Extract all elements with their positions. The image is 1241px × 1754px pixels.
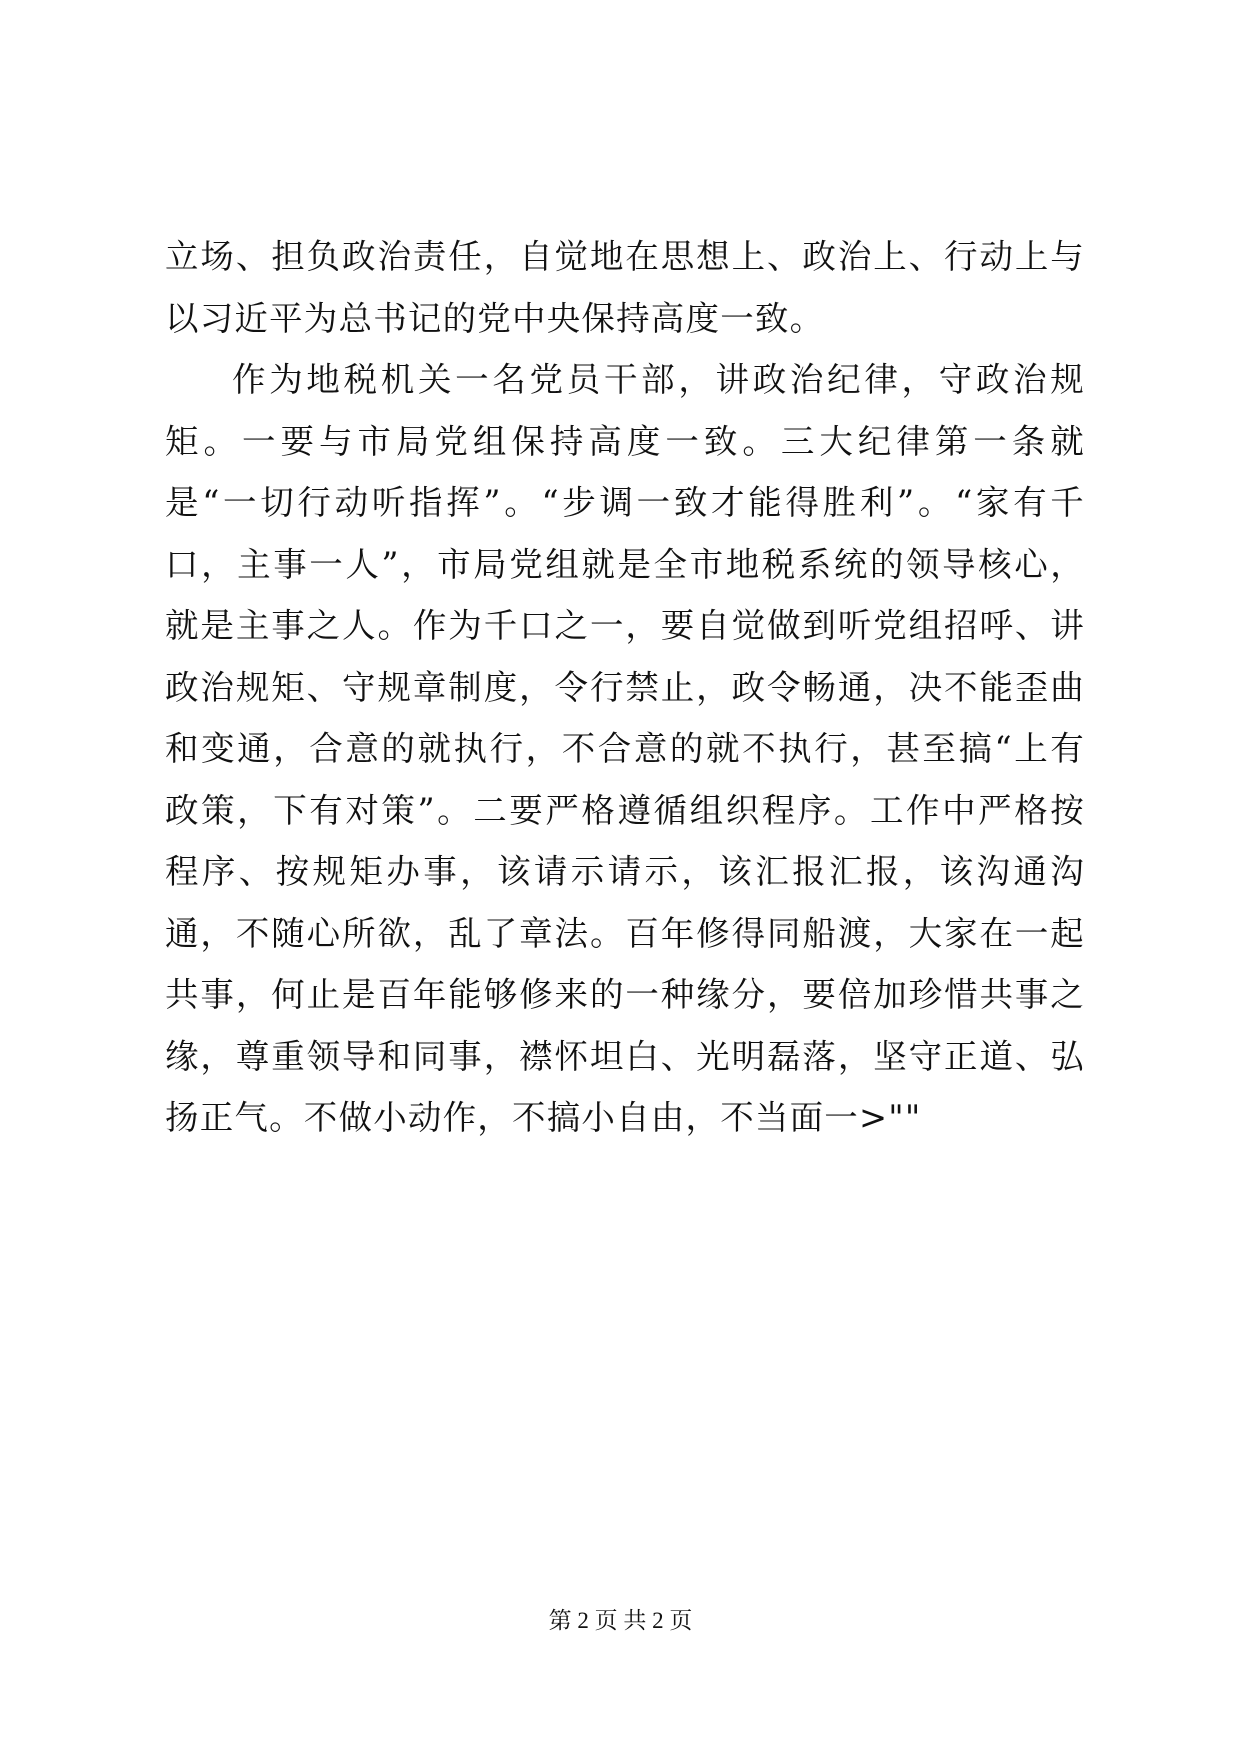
paragraph-1: 立场、担负政治责任，自觉地在思想上、政治上、行动上与以习近平为总书记的党中央保持高度一致。 [165, 237, 1085, 338]
page-footer [0, 1606, 1241, 1636]
body-text [165, 226, 1085, 1149]
paragraph-2: 作为地税机关一名党员干部，讲政治纪律，守政治规矩。一要与市局党组保持高度一致。三大纪律第一条就是“一切行动听指挥”。“步调一致才能得胜利”。“家有千口，主事一人”，市局党组就是全市地税系统的领导核心，就是主事之人。作为千口之一，要自觉做到听党组招呼、讲政治规矩、守规章制度，令行禁止，政令畅通，决不能歪曲和变通，合意的就执行，不合意的就不执行，甚至搞“上有政策，下有对策”。二要严格遵循组织程序。工作中严格按程序、按规矩办事，该请示请示，该汇报汇报，该沟通沟通，不随心所欲，乱了章法。百年修得同船渡，大家在一起共事，何止是百年能够修来的一种缘分，要倍加珍惜共事之缘，尊重领导和同事，襟怀坦白、光明磊落，坚守正道、弘扬正气。不做小动作，不搞小自由，不当面一>"" [165, 360, 1085, 1137]
page-number-label: 第 2 页 共 2 页 [548, 1608, 693, 1633]
